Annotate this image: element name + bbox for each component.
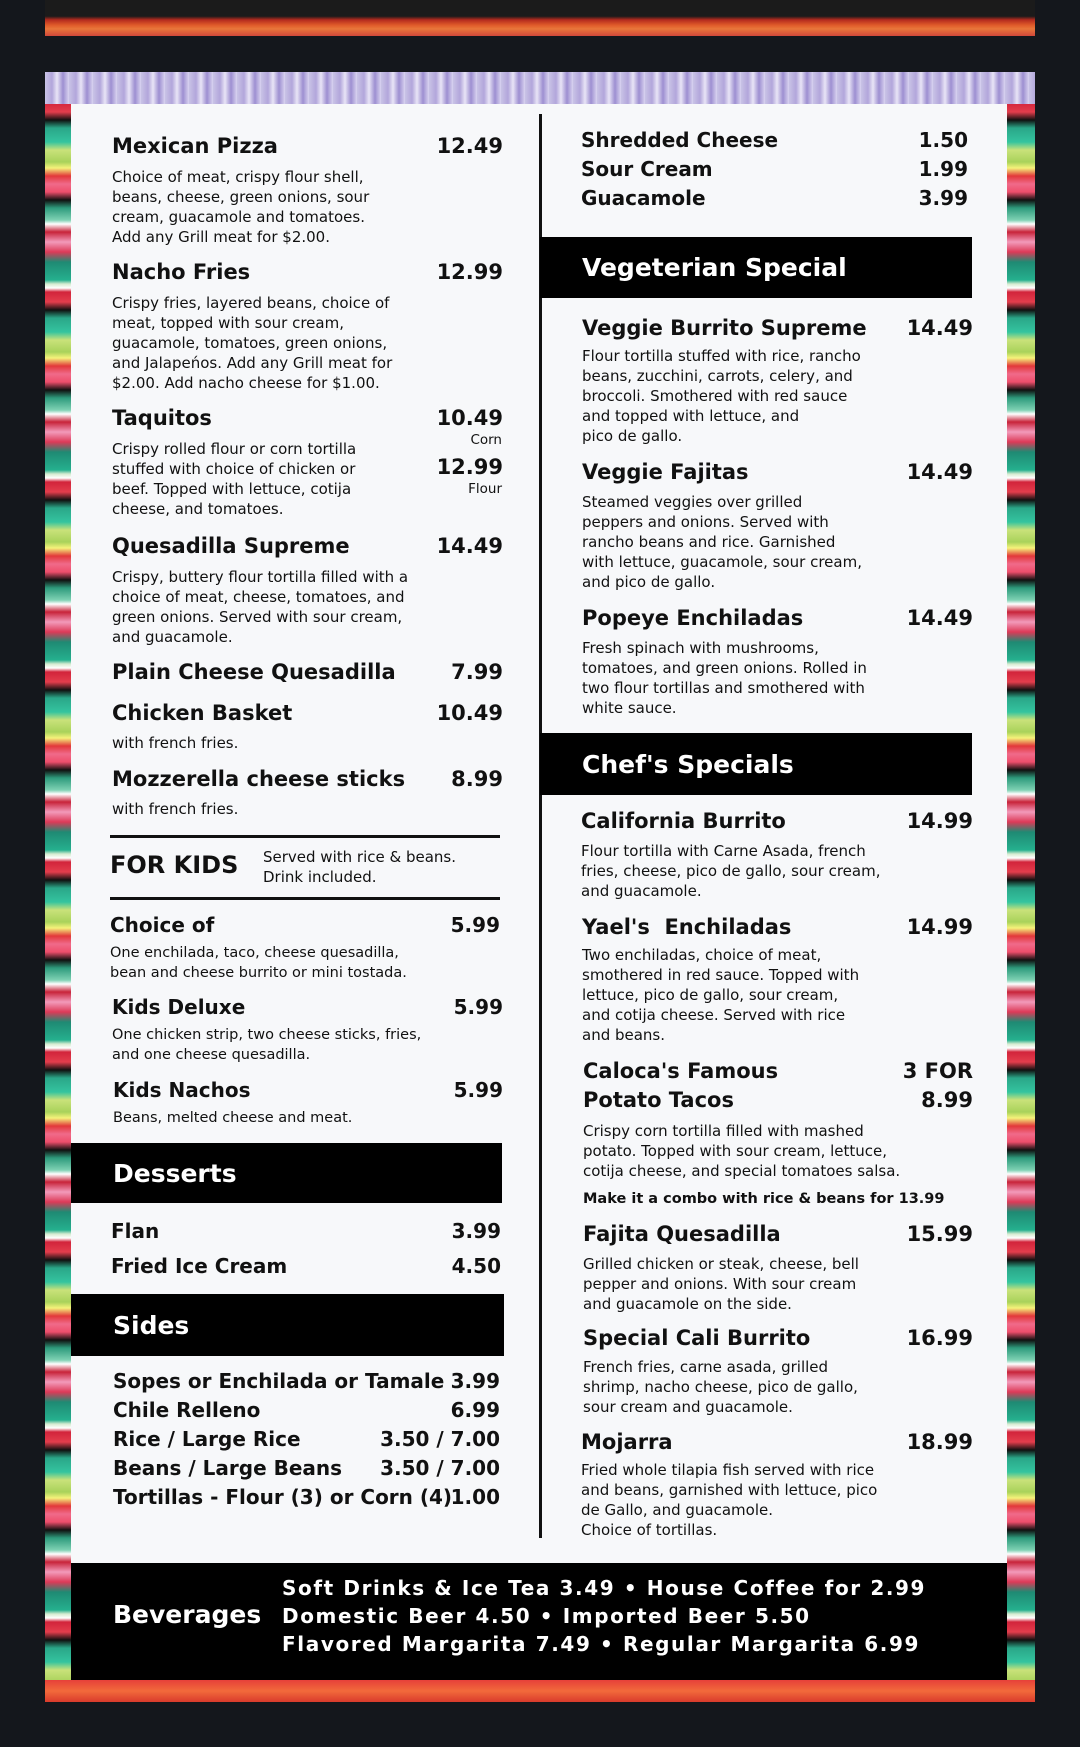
item-description: with french fries. — [112, 734, 239, 752]
item-price: 8.99 — [921, 1088, 973, 1112]
item-price-label: 3 FOR — [902, 1059, 973, 1083]
top-serape-strip — [45, 0, 1035, 36]
column-divider — [539, 114, 542, 1538]
item-title: Kids Nachos — [113, 1078, 251, 1102]
item-description: with french fries. — [112, 800, 239, 818]
kids-top-rule — [110, 835, 500, 838]
item-title-line2: Potato Tacos — [583, 1088, 734, 1112]
side-price: 3.99 — [450, 1369, 500, 1393]
item-price: 18.99 — [906, 1430, 973, 1454]
side-title: Chile Relleno — [113, 1398, 261, 1422]
item-price: 14.49 — [436, 534, 503, 558]
item-title: Fajita Quesadilla — [583, 1222, 781, 1246]
item-title: Nacho Fries — [112, 260, 251, 284]
item-price: 12.49 — [436, 134, 503, 158]
item-price: 14.49 — [906, 460, 973, 484]
item-description: Crispy, buttery flour tortilla filled with a choice of meat, cheese, tomatoes, and green onions. Served with sour cream, and guacamole. — [112, 568, 409, 646]
item-price: 14.99 — [906, 809, 973, 833]
beverages-heading: Beverages — [113, 1600, 262, 1629]
item-title: California Burrito — [581, 809, 786, 833]
item-price: 14.49 — [906, 606, 973, 630]
item-price: 12.99 — [436, 260, 503, 284]
item-description: Two enchiladas, choice of meat, smothered in red sauce. Topped with lettuce, pico de gallo, sour cream, and cotija cheese. Served with rice and beans. — [582, 946, 860, 1044]
sides-banner — [71, 1294, 504, 1356]
chefs-specials-heading: Chef's Specials — [582, 749, 794, 779]
extra-title: Guacamole — [581, 186, 706, 210]
item-description: Flour tortilla with Carne Asada, french fries, cheese, pico de gallo, sour cream, and guacamole. — [581, 842, 881, 900]
dessert-price: 4.50 — [451, 1254, 501, 1278]
price-note-flour: Flour — [468, 481, 502, 497]
item-price: 5.99 — [453, 995, 503, 1019]
item-description: Choice of meat, crispy flour shell, beans, cheese, green onions, sour cream, guacamole and tomatoes. Add any Grill meat for $2.00. — [112, 168, 370, 246]
item-title: Veggie Fajitas — [582, 460, 749, 484]
item-title: Mozzerella cheese sticks — [112, 767, 406, 791]
extra-price: 3.99 — [918, 186, 968, 210]
item-description: One chicken strip, two cheese sticks, fries, and one cheese quesadilla. — [112, 1027, 422, 1063]
frame-bottom-border — [45, 1680, 1035, 1702]
beverage-line: Soft Drinks & Ice Tea 3.49 • House Coffee for 2.99 — [282, 1576, 927, 1600]
kids-bottom-rule — [110, 897, 500, 900]
kids-heading: FOR KIDS — [110, 851, 239, 879]
item-price: 10.49 — [436, 406, 503, 430]
extra-price: 1.50 — [918, 128, 968, 152]
dessert-title: Flan — [111, 1219, 160, 1243]
item-price: 8.99 — [451, 767, 503, 791]
item-title: Caloca's Famous — [583, 1059, 779, 1083]
item-price: 10.49 — [436, 701, 503, 725]
item-title: Quesadilla Supreme — [112, 534, 350, 558]
item-description: Crispy fries, layered beans, choice of meat, topped with sour cream, guacamole, tomatoes, green onions, and Jalapeńos. Add any Grill meat for $2.00. Add nacho cheese for $1.00. — [112, 294, 393, 392]
item-title: Popeye Enchiladas — [582, 606, 804, 630]
item-title: Taquitos — [112, 406, 212, 430]
item-title: Special Cali Burrito — [583, 1326, 811, 1350]
side-price: 3.50 / 7.00 — [380, 1427, 500, 1451]
item-description: Fresh spinach with mushrooms, tomatoes, and green onions. Rolled in two flour tortillas and smothered with white sauce. — [582, 639, 867, 717]
item-description: Steamed veggies over grilled peppers and onions. Served with rancho beans and rice. Garnished with lettuce, guacamole, sour cream, and pico de gallo. — [582, 493, 862, 591]
item-price: 7.99 — [451, 660, 503, 684]
item-description: Flour tortilla stuffed with rice, rancho beans, zucchini, carrots, celery, and broccoli. Smothered with red sauce and topped with lettuce, and pico de gallo. — [582, 347, 861, 445]
item-description: French fries, carne asada, grilled shrimp, nacho cheese, pico de gallo, sour cream and guacamole. — [583, 1358, 858, 1416]
item-price: 15.99 — [906, 1222, 973, 1246]
side-price: 3.50 / 7.00 — [380, 1456, 500, 1480]
item-price: 14.99 — [906, 915, 973, 939]
item-description: Crispy rolled flour or corn tortilla stuffed with choice of chicken or beef. Topped with lettuce, cotija cheese, and tomatoes. — [112, 440, 357, 518]
beverage-line: Flavored Margarita 7.49 • Regular Margarita 6.99 — [282, 1632, 921, 1656]
vegetarian-banner — [540, 237, 972, 298]
extra-price: 1.99 — [918, 157, 968, 181]
combo-note: Make it a combo with rice & beans for 13.99 — [583, 1191, 945, 1207]
side-title: Tortillas - Flour (3) or Corn (4) — [113, 1485, 453, 1509]
dessert-title: Fried Ice Cream — [111, 1254, 288, 1278]
frame-top-border — [45, 72, 1035, 104]
item-price: 14.49 — [906, 316, 973, 340]
extra-title: Shredded Cheese — [581, 128, 779, 152]
item-title: Kids Deluxe — [112, 995, 246, 1019]
item-description: One enchilada, taco, cheese quesadilla, bean and cheese burrito or mini tostada. — [110, 945, 407, 981]
desserts-banner — [71, 1143, 502, 1203]
dessert-price: 3.99 — [451, 1219, 501, 1243]
extra-title: Sour Cream — [581, 157, 713, 181]
item-description: Grilled chicken or steak, cheese, bell pepper and onions. With sour cream and guacamole on the side. — [583, 1255, 859, 1313]
item-description: Beans, melted cheese and meat. — [113, 1110, 353, 1126]
item-title: Veggie Burrito Supreme — [582, 316, 867, 340]
price-note-corn: Corn — [470, 432, 502, 448]
side-title: Sopes or Enchilada or Tamale — [113, 1369, 445, 1393]
item-description: Crispy corn tortilla filled with mashed potato. Topped with sour cream, lettuce, cotija cheese, and special tomatoes salsa. — [583, 1122, 901, 1180]
vegetarian-heading: Vegeterian Special — [582, 253, 847, 282]
item-price-2: 12.99 — [436, 455, 503, 479]
side-title: Beans / Large Beans — [113, 1456, 343, 1480]
sides-heading: Sides — [113, 1310, 190, 1340]
item-price: 16.99 — [906, 1326, 973, 1350]
side-price: 1.00 — [450, 1485, 500, 1509]
item-title: Choice of — [110, 913, 215, 937]
item-description: Fried whole tilapia fish served with rice and beans, garnished with lettuce, pico de Gallo, and guacamole. Choice of tortillas. — [581, 1461, 878, 1539]
item-title: Mexican Pizza — [112, 134, 278, 158]
item-title: Plain Cheese Quesadilla — [112, 660, 396, 684]
item-price: 5.99 — [453, 1078, 503, 1102]
side-price: 6.99 — [450, 1398, 500, 1422]
kids-note: Served with rice & beans. Drink included. — [263, 848, 456, 886]
item-title: Mojarra — [581, 1430, 673, 1454]
chefs-specials-banner — [540, 733, 972, 795]
desserts-heading: Desserts — [113, 1158, 237, 1188]
side-title: Rice / Large Rice — [113, 1427, 301, 1451]
item-price: 5.99 — [450, 913, 500, 937]
beverage-line: Domestic Beer 4.50 • Imported Beer 5.50 — [282, 1604, 811, 1628]
item-title: Yael's Enchiladas — [582, 915, 792, 939]
item-title: Chicken Basket — [112, 701, 293, 725]
